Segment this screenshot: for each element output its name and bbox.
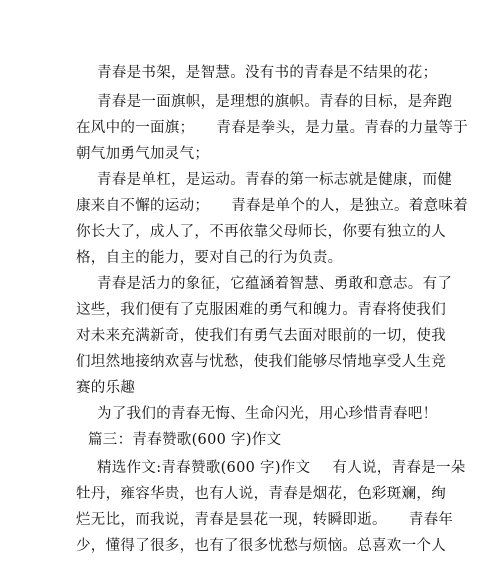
text-line: 朝气加勇气加灵气； [76, 146, 210, 162]
section-heading [0, 430, 500, 450]
text-line: 为了我们的青春无悔、生命闪光，用心珍惜青春吧！ [97, 406, 438, 422]
paragraph-line [0, 196, 500, 216]
text-line: 有人说，青春是一朵 [332, 460, 466, 476]
paragraph-line [0, 144, 500, 164]
text-line: 青春是书架，是智慧。没有书的青春是不结果的花； [97, 65, 438, 81]
paragraph-line [0, 458, 500, 478]
text-line: 青春是活力的象征，它蕴涵着智慧、勇敢和意志。有了 [97, 276, 453, 292]
text-line: 们坦然地接纳欢喜与忧愁，使我们能够尽情地享受人生竞 [76, 354, 446, 370]
paragraph-line [0, 352, 500, 372]
text-line: 牡丹，雍容华贵，也有人说，青春是烟花，色彩斑斓，绚 [76, 486, 446, 502]
paragraph-line [0, 510, 500, 530]
paragraph-line [0, 378, 500, 398]
text-line: 青春是拳头，是力量。青春的力量等于 [216, 120, 469, 136]
paragraph-line [0, 170, 500, 190]
text-line: 青春是一面旗帜，是理想的旗帜。青春的目标，是奔跑 [97, 94, 453, 110]
paragraph-line [0, 248, 500, 268]
text-line: 烂无比，而我说，青春是昙花一现，转瞬即逝。 [76, 512, 387, 528]
text-line: 青春是单个的人，是独立。着意味着 [231, 198, 469, 214]
text-line: 格，自主的能力，要对自己的行为负责。 [76, 250, 343, 266]
heading-text: 篇三：青春赞歌(600 字)作文 [88, 432, 282, 448]
text-line: 对未来充满新奇，使我们有勇气去面对眼前的一切，使我 [76, 328, 446, 344]
paragraph-line [0, 536, 500, 556]
text-line: 精选作文:青春赞歌(600 字)作文 [97, 460, 311, 476]
text-line: 青春年 [408, 512, 454, 528]
text-line: 赛的乐趣 [76, 380, 136, 396]
paragraph-line [0, 63, 500, 83]
paragraph-line [0, 274, 500, 294]
text-line: 你长大了，成人了，不再依靠父母师长，你要有独立的人 [76, 224, 446, 240]
paragraph-line [0, 326, 500, 346]
text-line: 青春是单杠，是运动。青春的第一标志就是健康，而健 [97, 172, 453, 188]
paragraph-line [0, 118, 500, 138]
paragraph-line [0, 404, 500, 424]
text-line: 康来自不懈的运动； [76, 198, 210, 214]
text-line: 在风中的一面旗； [76, 120, 195, 136]
paragraph-line [0, 92, 500, 112]
text-line: 少，懂得了很多，也有了很多忧愁与烦恼。总喜欢一个人 [76, 538, 446, 554]
paragraph-line [0, 222, 500, 242]
text-line: 这些，我们便有了克服困难的勇气和魄力。青春将使我们 [76, 302, 446, 318]
paragraph-line [0, 484, 500, 504]
paragraph-line [0, 300, 500, 320]
